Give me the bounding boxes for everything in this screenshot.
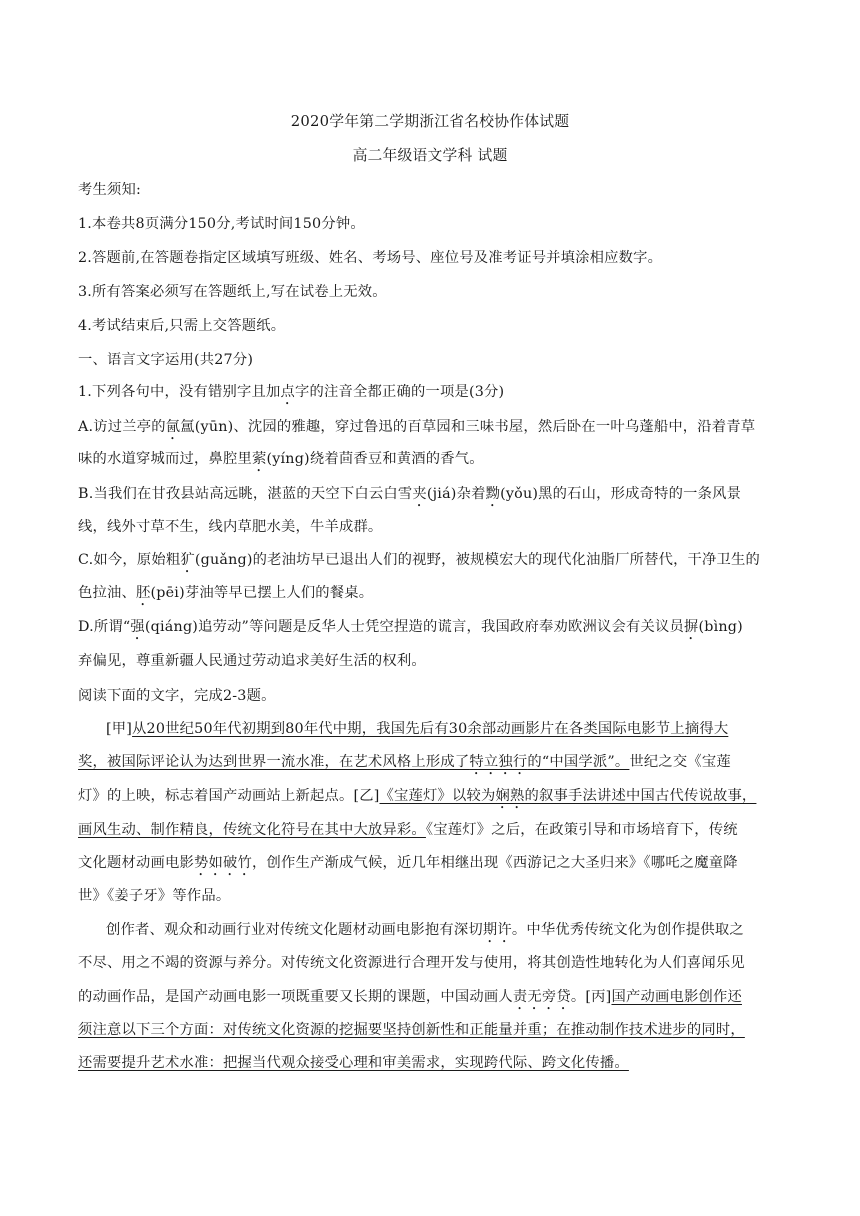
- text: (guǎng)的老油坊早已退出人们的视野，被规模宏大的现代化油脂厂所替代，干净卫生的: [194, 552, 761, 568]
- passage-2-line: [78, 1053, 629, 1073]
- underlined-text: [78, 754, 629, 770]
- text: 1.下列各句中，没有错别字且加: [78, 384, 281, 400]
- text: 创作者、观众和动画行业对传统文化题材动画电影抱有深切: [106, 922, 483, 938]
- text: 味的水道穿城而过，鼻腔里: [78, 451, 252, 467]
- text: 色拉油、: [78, 585, 136, 601]
- option-c-line-2: [78, 583, 373, 609]
- text: (jiá)杂着: [426, 486, 486, 502]
- exam-subtitle: 高二年级语文学科 试题: [352, 147, 508, 164]
- text: (yíng)绕着茴香豆和黄酒的香气。: [266, 451, 484, 467]
- text: 的“中国学派”。: [527, 754, 630, 770]
- passage-1-line: 世》《姜子牙》等作品。: [78, 888, 231, 904]
- notice-item: 1.本卷共8页满分150分,考试时间150分钟。: [78, 216, 365, 232]
- text: 氲(yūn)、沈园的雅趣，穿过鲁迅的百草园和三味书屋，然后卧在一叶乌蓬船中，沿着青草: [180, 419, 756, 435]
- text: (yǒu)黑的石山，形成奇特的一条风景: [500, 486, 742, 502]
- notice-heading: 考生须知:: [78, 182, 142, 198]
- emphasis-text: 期许: [482, 922, 512, 938]
- emphasis-text: 胚: [136, 585, 151, 601]
- underlined-text: 从20世纪50年代初期到80年代中期，我国先后有30余部动画影片在各类国际电影节上摘得大: [132, 721, 729, 737]
- text: ，创作生产渐成气候，近几年相继出现《西游记之大圣归来》《哪吒之魔童降: [251, 855, 738, 871]
- reading-intro: 阅读下面的文字，完成2-3题。: [78, 688, 276, 704]
- option-b-line-1: [78, 484, 741, 510]
- emphasis-text: 黝: [485, 486, 501, 502]
- notice-item: 4.考试结束后,只需上交答题纸。: [78, 318, 286, 334]
- passage-1-line: [78, 853, 738, 879]
- underlined-text: 国产动画电影创作还: [611, 989, 742, 1005]
- text: 灯》的上映，标志着国产动画站上新起点。[乙]: [78, 788, 380, 804]
- emphasis-text: 萦: [251, 451, 267, 467]
- section-heading: 一、语言文字运用(共27分): [78, 352, 254, 368]
- passage-1-line: [78, 820, 738, 840]
- option-d-line-1: [78, 617, 743, 643]
- emphasis-text: 特立独行: [469, 754, 528, 770]
- text: 。[丙]: [570, 989, 612, 1005]
- passage-1-line: [106, 719, 728, 739]
- text: 的叙事手法讲述中国古代传说故事，: [524, 788, 757, 804]
- emphasis-text: 氤: [165, 419, 181, 435]
- emphasis-text: 摒: [683, 619, 699, 635]
- text: [甲]: [106, 721, 133, 737]
- emphasis-text: 势如破竹: [193, 855, 252, 871]
- underlined-text: 还需要提升艺术水准：把握当代观众接受心理和审美需求，实现跨代际、跨文化传播。: [78, 1055, 629, 1071]
- option-c-line-1: [78, 550, 760, 576]
- text: 。中华优秀传统文化为创作提供取之: [511, 922, 744, 938]
- underlined-text: 须注意以下三个方面：对传统文化资源的挖掘要坚持创新性和正能量并重；在推动制作技术进步的同时，: [78, 1022, 745, 1038]
- text: 《宝莲灯》以较为: [379, 788, 496, 804]
- text: (pēi)芽油等早已摆上人们的餐桌。: [150, 585, 374, 601]
- emphasis-text: 责无旁贷: [512, 989, 571, 1005]
- option-b-line-2: 线，线外寸草不生，线内草肥水美，牛羊成群。: [78, 519, 383, 535]
- passage-2-line: 不尽、用之不竭的资源与养分。对传统文化资源进行合理开发与使用，将其创造性地转化为人们喜闻乐见: [78, 955, 745, 971]
- emphasis-text: 点: [280, 384, 295, 400]
- passage-1-line: [78, 752, 731, 778]
- exam-title: 2020学年第二学期浙江省名校协作体试题: [290, 113, 570, 130]
- underlined-text: 画风生动、制作精良，传统文化符号在其中大放异彩。: [78, 822, 426, 838]
- emphasis-text: 夹: [412, 486, 427, 502]
- passage-2-line: [78, 987, 742, 1013]
- text: D.所谓“: [78, 619, 131, 635]
- text: 字的注音全都正确的一项是(3分): [295, 384, 505, 400]
- text: (qiáng)追劳动”等问题是反华人士凭空捏造的谎言，我国政府奉劝欧洲议会有关议员: [144, 619, 684, 635]
- text: A.访过兰亭的: [78, 419, 166, 435]
- passage-1-line: [78, 786, 756, 812]
- emphasis-text: 强: [130, 619, 145, 635]
- text: 世纪之交《宝莲: [629, 754, 731, 770]
- text: C.如今，原始粗: [78, 552, 181, 568]
- text: 文化题材动画电影: [78, 855, 194, 871]
- question-1-stem: [78, 382, 504, 408]
- emphasis-text: 犷: [180, 552, 195, 568]
- text: 奖，被国际评论认为达到世界一流水准，在艺术风格上形成了: [78, 754, 470, 770]
- passage-2-line: [106, 920, 744, 946]
- underlined-text: [380, 788, 757, 804]
- text: (bìng): [698, 619, 743, 635]
- text: B.当我们在甘孜县站高远眺，湛蓝的天空下白云白雪: [78, 486, 413, 502]
- notice-item: 3.所有答案必须写在答题纸上,写在试卷上无效。: [78, 284, 387, 300]
- passage-2-line: [78, 1020, 745, 1040]
- text: 的动画作品，是国产动画电影一项既重要又长期的课题，中国动画人: [78, 989, 513, 1005]
- notice-item: 2.答题前,在答题卷指定区域填写班级、姓名、考场号、座位号及准考证号并填涂相应数字。: [78, 250, 663, 266]
- option-d-line-2: 弃偏见，尊重新疆人民通过劳动追求美好生活的权利。: [78, 653, 426, 669]
- emphasis-text: 娴熟: [495, 788, 525, 804]
- option-a-line-2: [78, 449, 484, 475]
- text: 《宝莲灯》之后，在政策引导和市场培育下，传统: [425, 822, 738, 838]
- option-a-line-1: [78, 417, 755, 443]
